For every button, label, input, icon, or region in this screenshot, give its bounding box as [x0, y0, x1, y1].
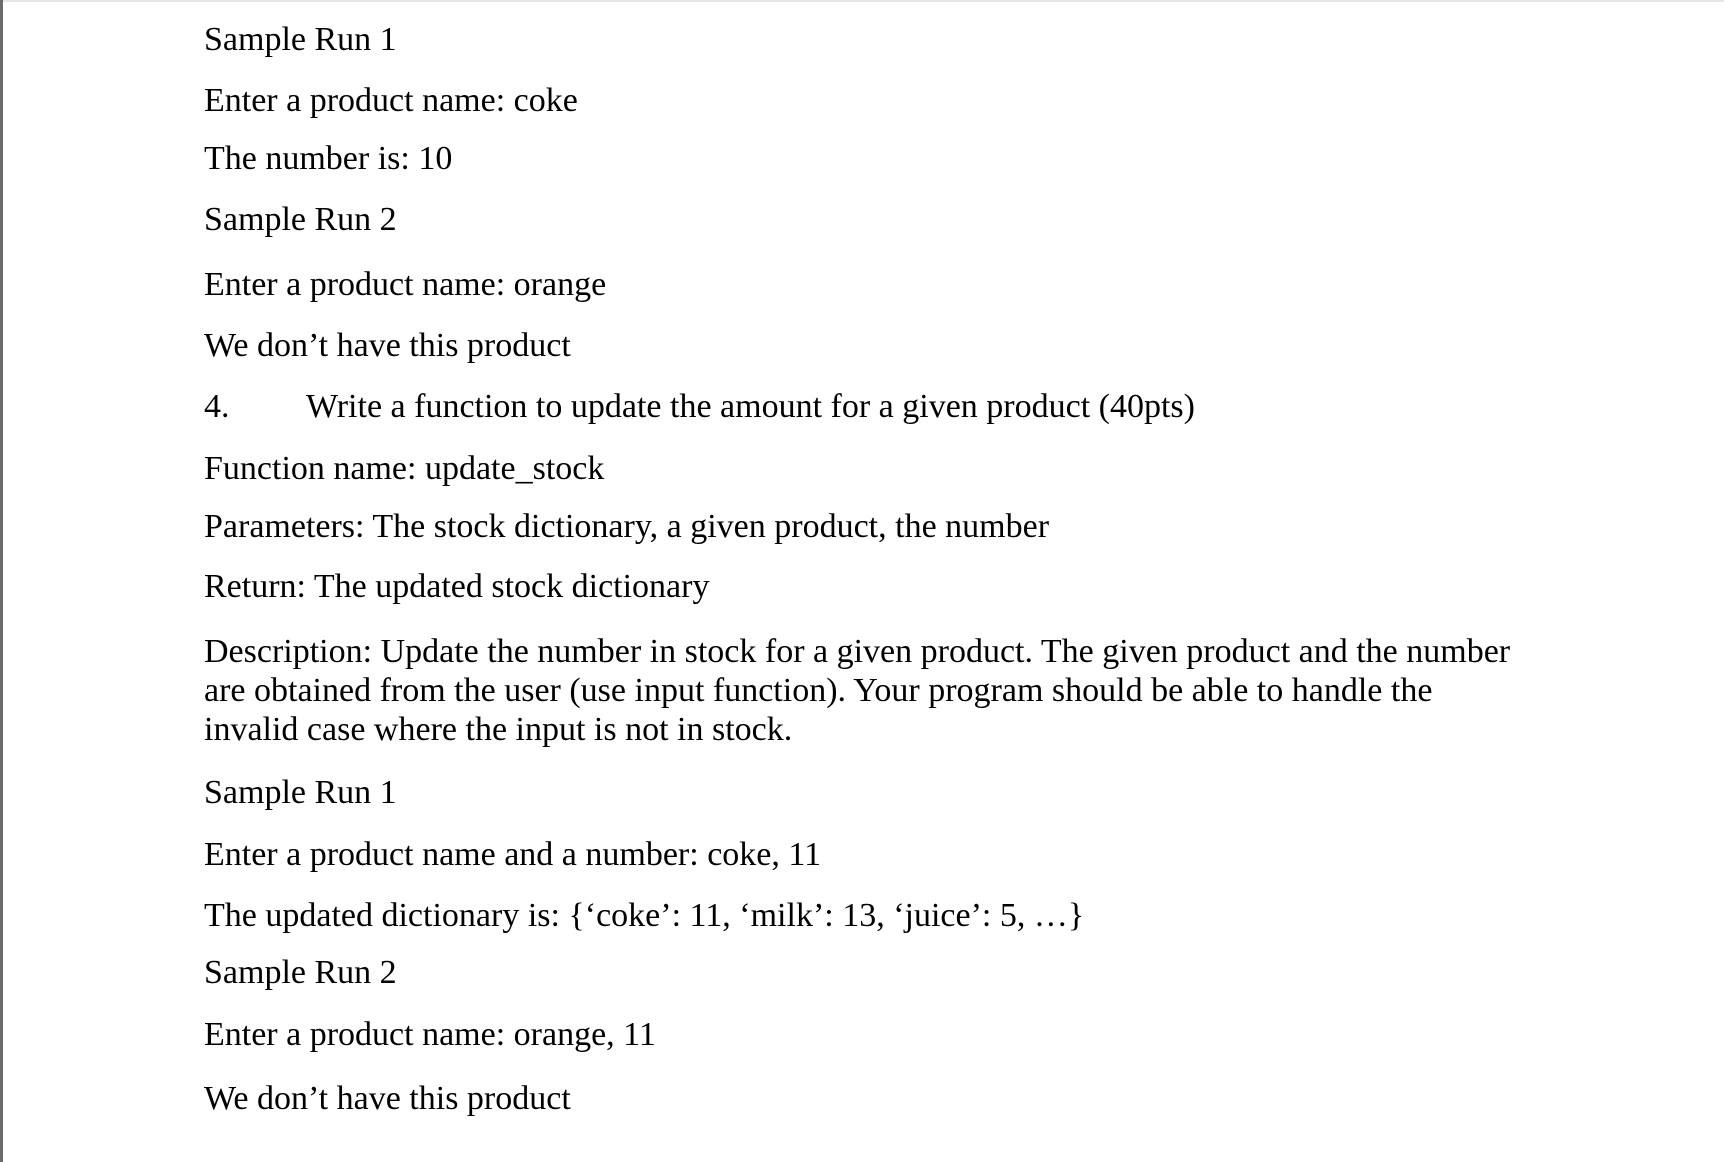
- sample-run-1-input: Enter a product name: coke: [204, 82, 578, 119]
- sample-run-2-output-2: We don’t have this product: [204, 1080, 571, 1117]
- sample-run-1-heading-2: Sample Run 1: [204, 774, 397, 811]
- sample-run-2-input: Enter a product name: orange: [204, 266, 607, 303]
- sample-run-2-output: We don’t have this product: [204, 327, 571, 364]
- task-number: 4.: [204, 388, 230, 425]
- sample-run-1-output: The number is: 10: [204, 140, 453, 177]
- sample-run-2-heading: Sample Run 2: [204, 201, 397, 238]
- left-border: [0, 0, 3, 1162]
- top-border: [0, 0, 1724, 2]
- task-title: Write a function to update the amount for a given product (40pts): [306, 388, 1195, 425]
- sample-run-2-input-2: Enter a product name: orange, 11: [204, 1016, 656, 1053]
- description: Description: Update the number in stock for a given product. The given product and the number are obtained from the user (use input function). Your program should be able to handle the invalid case where the input is not in stock.: [204, 633, 1511, 748]
- parameters: Parameters: The stock dictionary, a given product, the number: [204, 508, 1050, 545]
- sample-run-1-output-2: The updated dictionary is: {‘coke’: 11, ‘milk’: 13, ‘juice’: 5, …}: [204, 897, 1085, 934]
- sample-run-1-heading: Sample Run 1: [204, 21, 397, 58]
- sample-run-2-heading-2: Sample Run 2: [204, 954, 397, 991]
- sample-run-1-input-2: Enter a product name and a number: coke, 11: [204, 836, 822, 873]
- task-item: [204, 387, 1195, 427]
- function-name: Function name: update_stock: [204, 450, 605, 487]
- return-value: Return: The updated stock dictionary: [204, 568, 710, 605]
